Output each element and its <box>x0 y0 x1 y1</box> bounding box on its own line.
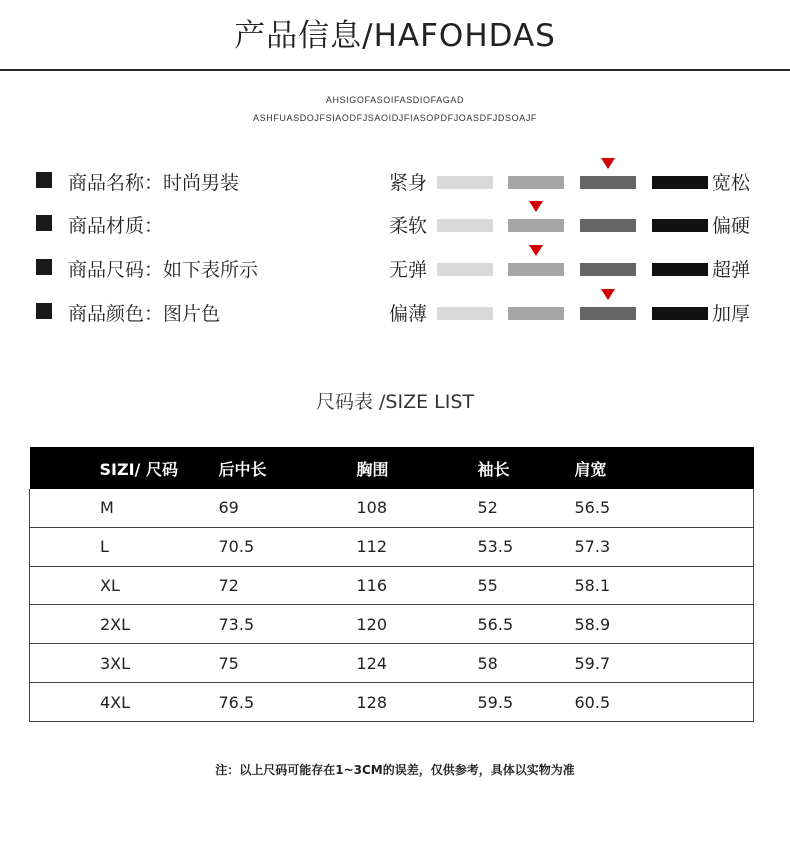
scale-segment <box>437 263 493 276</box>
scale-segment <box>508 307 564 320</box>
attribute-row <box>0 166 790 194</box>
table-cell: 4XL <box>30 683 178 722</box>
table-cell: 72 <box>178 566 314 605</box>
level-marker-icon <box>601 158 615 169</box>
size-note: 注：以上尺码可能存在1~3CM的误差，仅供参考，具体以实物为准 <box>215 763 575 777</box>
table-cell: 60.5 <box>556 683 754 722</box>
table-cell: 56.5 <box>556 489 754 527</box>
scale-segment <box>652 307 708 320</box>
size-table-header <box>30 447 754 489</box>
table-row <box>30 489 754 527</box>
bullet-square <box>36 215 52 231</box>
scale-segment <box>580 307 636 320</box>
scale-segment <box>508 219 564 232</box>
scale-left-label: 紧身 <box>389 172 428 194</box>
size-table <box>29 447 754 722</box>
table-cell: 112 <box>314 527 443 566</box>
table-cell: 57.3 <box>556 527 754 566</box>
scale-segment <box>437 219 493 232</box>
level-marker-icon <box>529 201 543 212</box>
table-cell: 116 <box>314 566 443 605</box>
table-row <box>30 683 754 722</box>
scale-segment <box>652 263 708 276</box>
page-title: 产品信息/HAFOHDAS <box>234 18 556 54</box>
bullet-square <box>36 259 52 275</box>
header-divider <box>0 69 790 71</box>
table-cell: 59.7 <box>556 644 754 683</box>
scale-segment <box>652 219 708 232</box>
header-chest: 胸围 <box>314 447 443 489</box>
table-cell: 58.9 <box>556 605 754 644</box>
scale-segment <box>580 219 636 232</box>
scale-segment <box>652 176 708 189</box>
subtitle-line-2: ASHFUASDOJFSIAODFJSAOIDJFIASOPDFJOASDFJDSOAJF <box>252 113 538 123</box>
table-cell: 120 <box>314 605 443 644</box>
table-cell: 73.5 <box>178 605 314 644</box>
scale-left-label: 柔软 <box>389 215 428 237</box>
scale-segment <box>580 263 636 276</box>
table-cell: 58 <box>443 644 556 683</box>
table-cell: 124 <box>314 644 443 683</box>
level-marker-icon <box>601 289 615 300</box>
bullet-square <box>36 303 52 319</box>
table-row <box>30 605 754 644</box>
header-shoulder: 肩宽 <box>556 447 754 489</box>
header-sleeve: 袖长 <box>443 447 556 489</box>
table-cell: XL <box>30 566 178 605</box>
scale-segment <box>580 176 636 189</box>
table-cell: 55 <box>443 566 556 605</box>
scale-segment <box>508 176 564 189</box>
table-cell: 2XL <box>30 605 178 644</box>
attribute-label: 商品材质： <box>68 215 164 237</box>
table-cell: 56.5 <box>443 605 556 644</box>
attribute-label: 商品颜色：图片色 <box>68 303 221 325</box>
bullet-square <box>36 172 52 188</box>
subtitle-line-1: AHSIGOFASOIFASDIOFAGAD <box>325 95 465 105</box>
attribute-label: 商品名称：时尚男装 <box>68 172 240 194</box>
header-size: SIZI/ 尺码 <box>30 447 178 489</box>
attribute-row <box>0 297 790 325</box>
header-back-length: 后中长 <box>178 447 314 489</box>
attribute-label: 商品尺码：如下表所示 <box>68 259 259 281</box>
table-cell: 69 <box>178 489 314 527</box>
attribute-row <box>0 209 790 237</box>
table-cell: 3XL <box>30 644 178 683</box>
table-cell: 128 <box>314 683 443 722</box>
scale-segment <box>508 263 564 276</box>
level-marker-icon <box>529 245 543 256</box>
table-cell: 70.5 <box>178 527 314 566</box>
table-row <box>30 566 754 605</box>
table-row <box>30 527 754 566</box>
table-cell: 53.5 <box>443 527 556 566</box>
scale-left-label: 无弹 <box>389 259 428 281</box>
table-cell: 108 <box>314 489 443 527</box>
scale-segment <box>437 307 493 320</box>
size-list-title: 尺码表 /SIZE LIST <box>315 391 475 413</box>
table-cell: 52 <box>443 489 556 527</box>
table-cell: 58.1 <box>556 566 754 605</box>
table-cell: 76.5 <box>178 683 314 722</box>
scale-right-label: 超弹 <box>712 259 751 281</box>
scale-left-label: 偏薄 <box>389 303 428 325</box>
table-cell: 75 <box>178 644 314 683</box>
table-cell: M <box>30 489 178 527</box>
attribute-row <box>0 253 790 281</box>
table-cell: L <box>30 527 178 566</box>
scale-segment <box>437 176 493 189</box>
table-row <box>30 644 754 683</box>
scale-right-label: 加厚 <box>712 303 751 325</box>
scale-right-label: 宽松 <box>712 172 751 194</box>
table-cell: 59.5 <box>443 683 556 722</box>
scale-right-label: 偏硬 <box>712 215 751 237</box>
